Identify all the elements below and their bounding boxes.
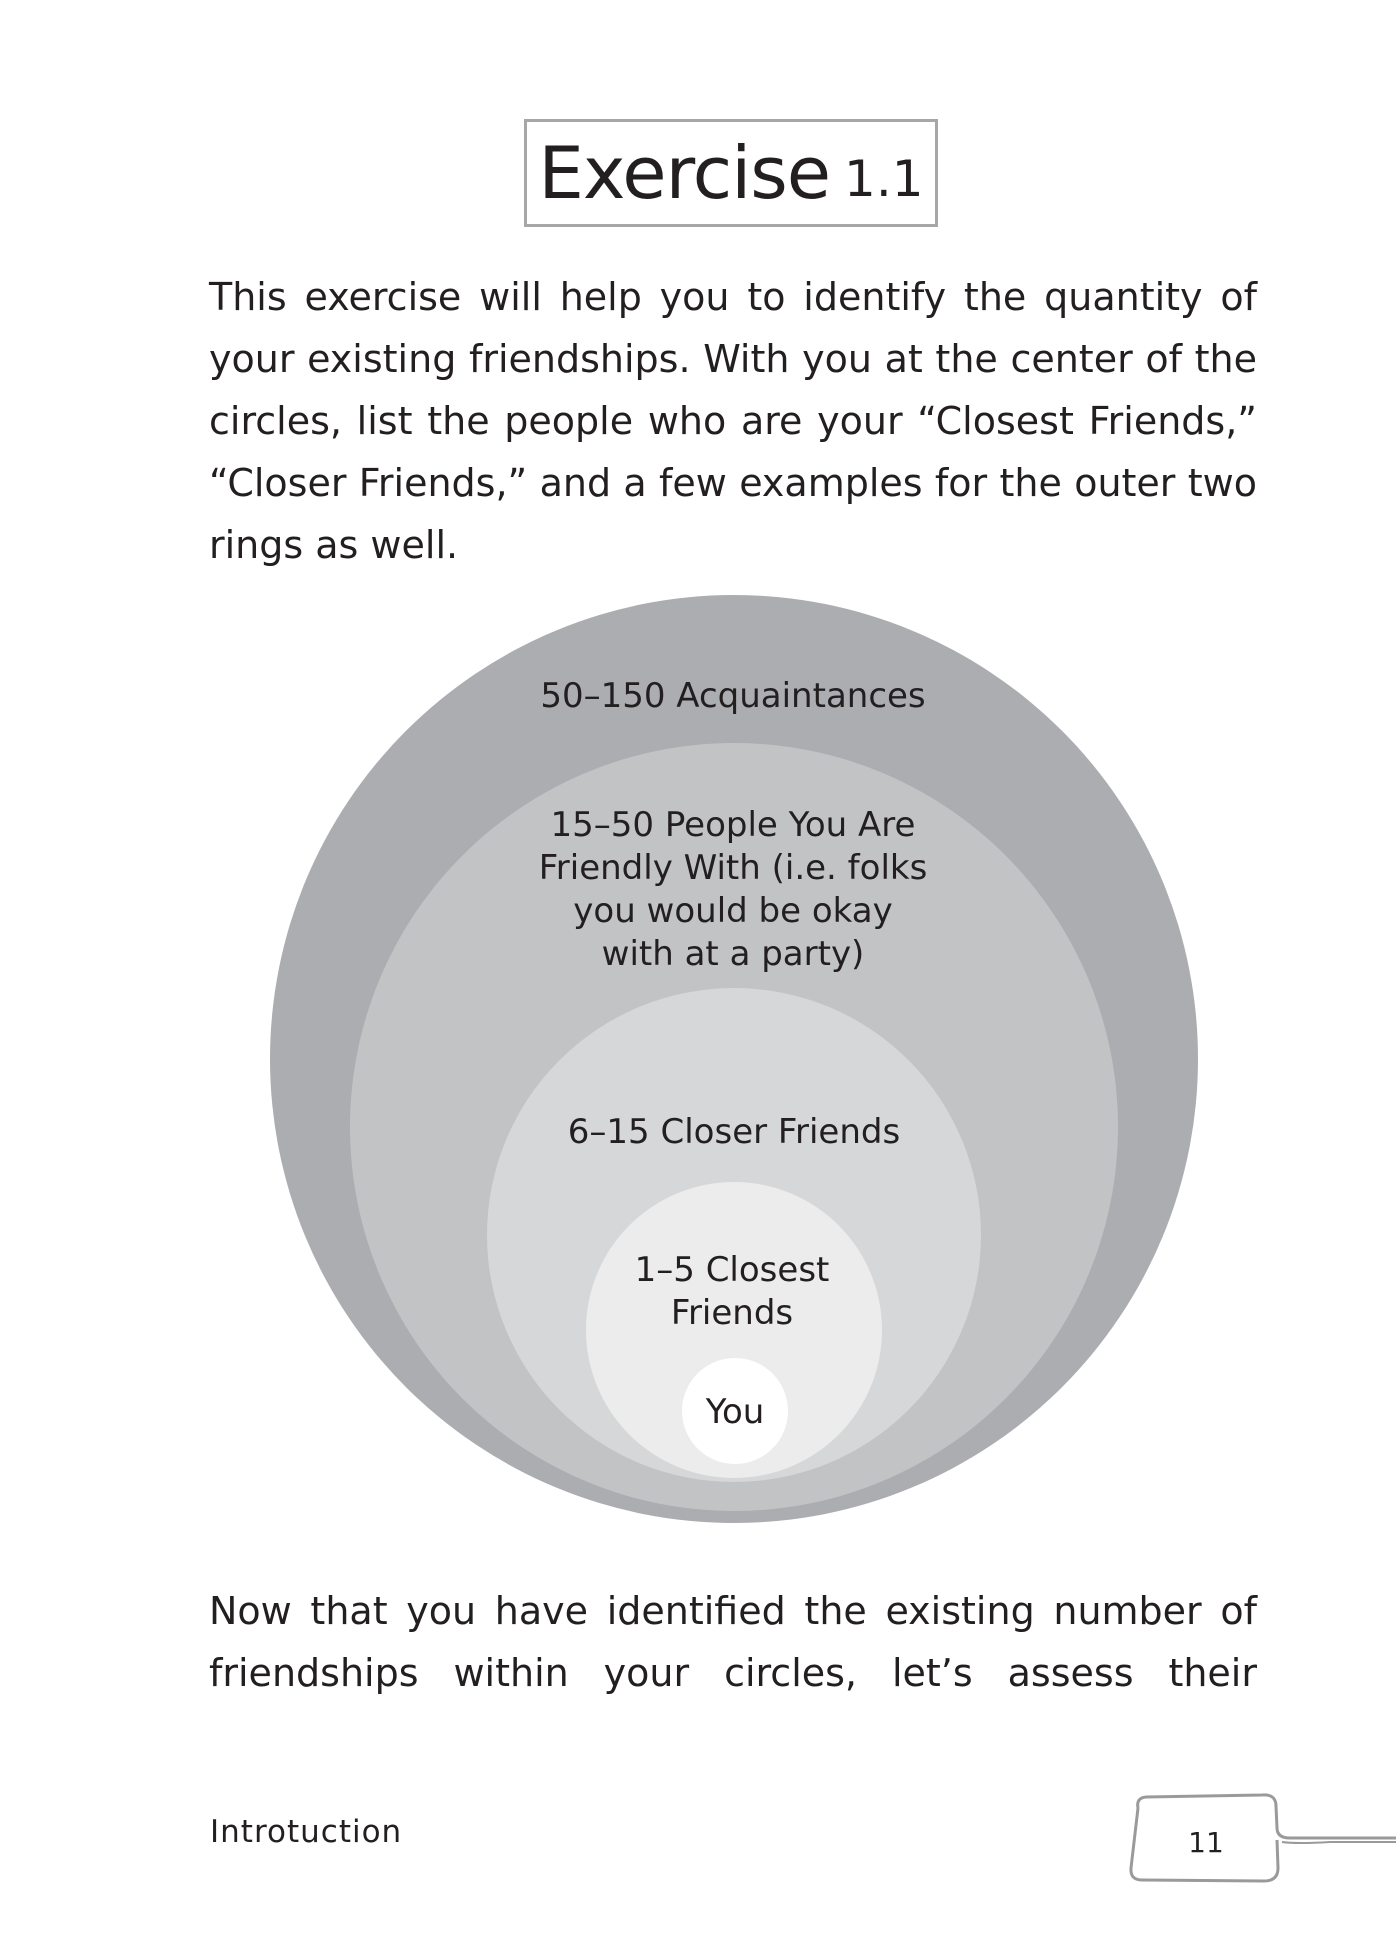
label-acquaintances: 50–150 Acquaintances (540, 676, 926, 716)
exercise-number: 1.1 (844, 150, 924, 208)
label-friendly-line-2: Friendly With (i.e. folks (538, 848, 928, 888)
footer-section-label: Introtuction (210, 1814, 403, 1850)
label-friendly-line-1: 15–50 People You Are (550, 805, 916, 845)
page-number: 11 (1188, 1826, 1224, 1859)
label-friendly-line-4: with at a party) (601, 934, 865, 974)
label-friendly-line-3: you would be okay (573, 891, 893, 931)
label-you: You (705, 1392, 765, 1432)
intro-paragraph: This exercise will help you to identify the quantity of your existing friendships. With you at the center of the circles, list the people who are your “Closest Friends,” “Closer Friends,” and a few examples for the outer two rings as well. (209, 275, 1257, 567)
exercise-title: Exercise (538, 131, 831, 215)
label-closer: 6–15 Closer Friends (567, 1112, 901, 1152)
label-closest-line-1: 1–5 Closest (634, 1250, 830, 1290)
label-closest-line-2: Friends (670, 1293, 794, 1333)
outro-paragraph: Now that you have identified the existing number of friendships within your circles, let’s assess their (209, 1589, 1257, 1695)
